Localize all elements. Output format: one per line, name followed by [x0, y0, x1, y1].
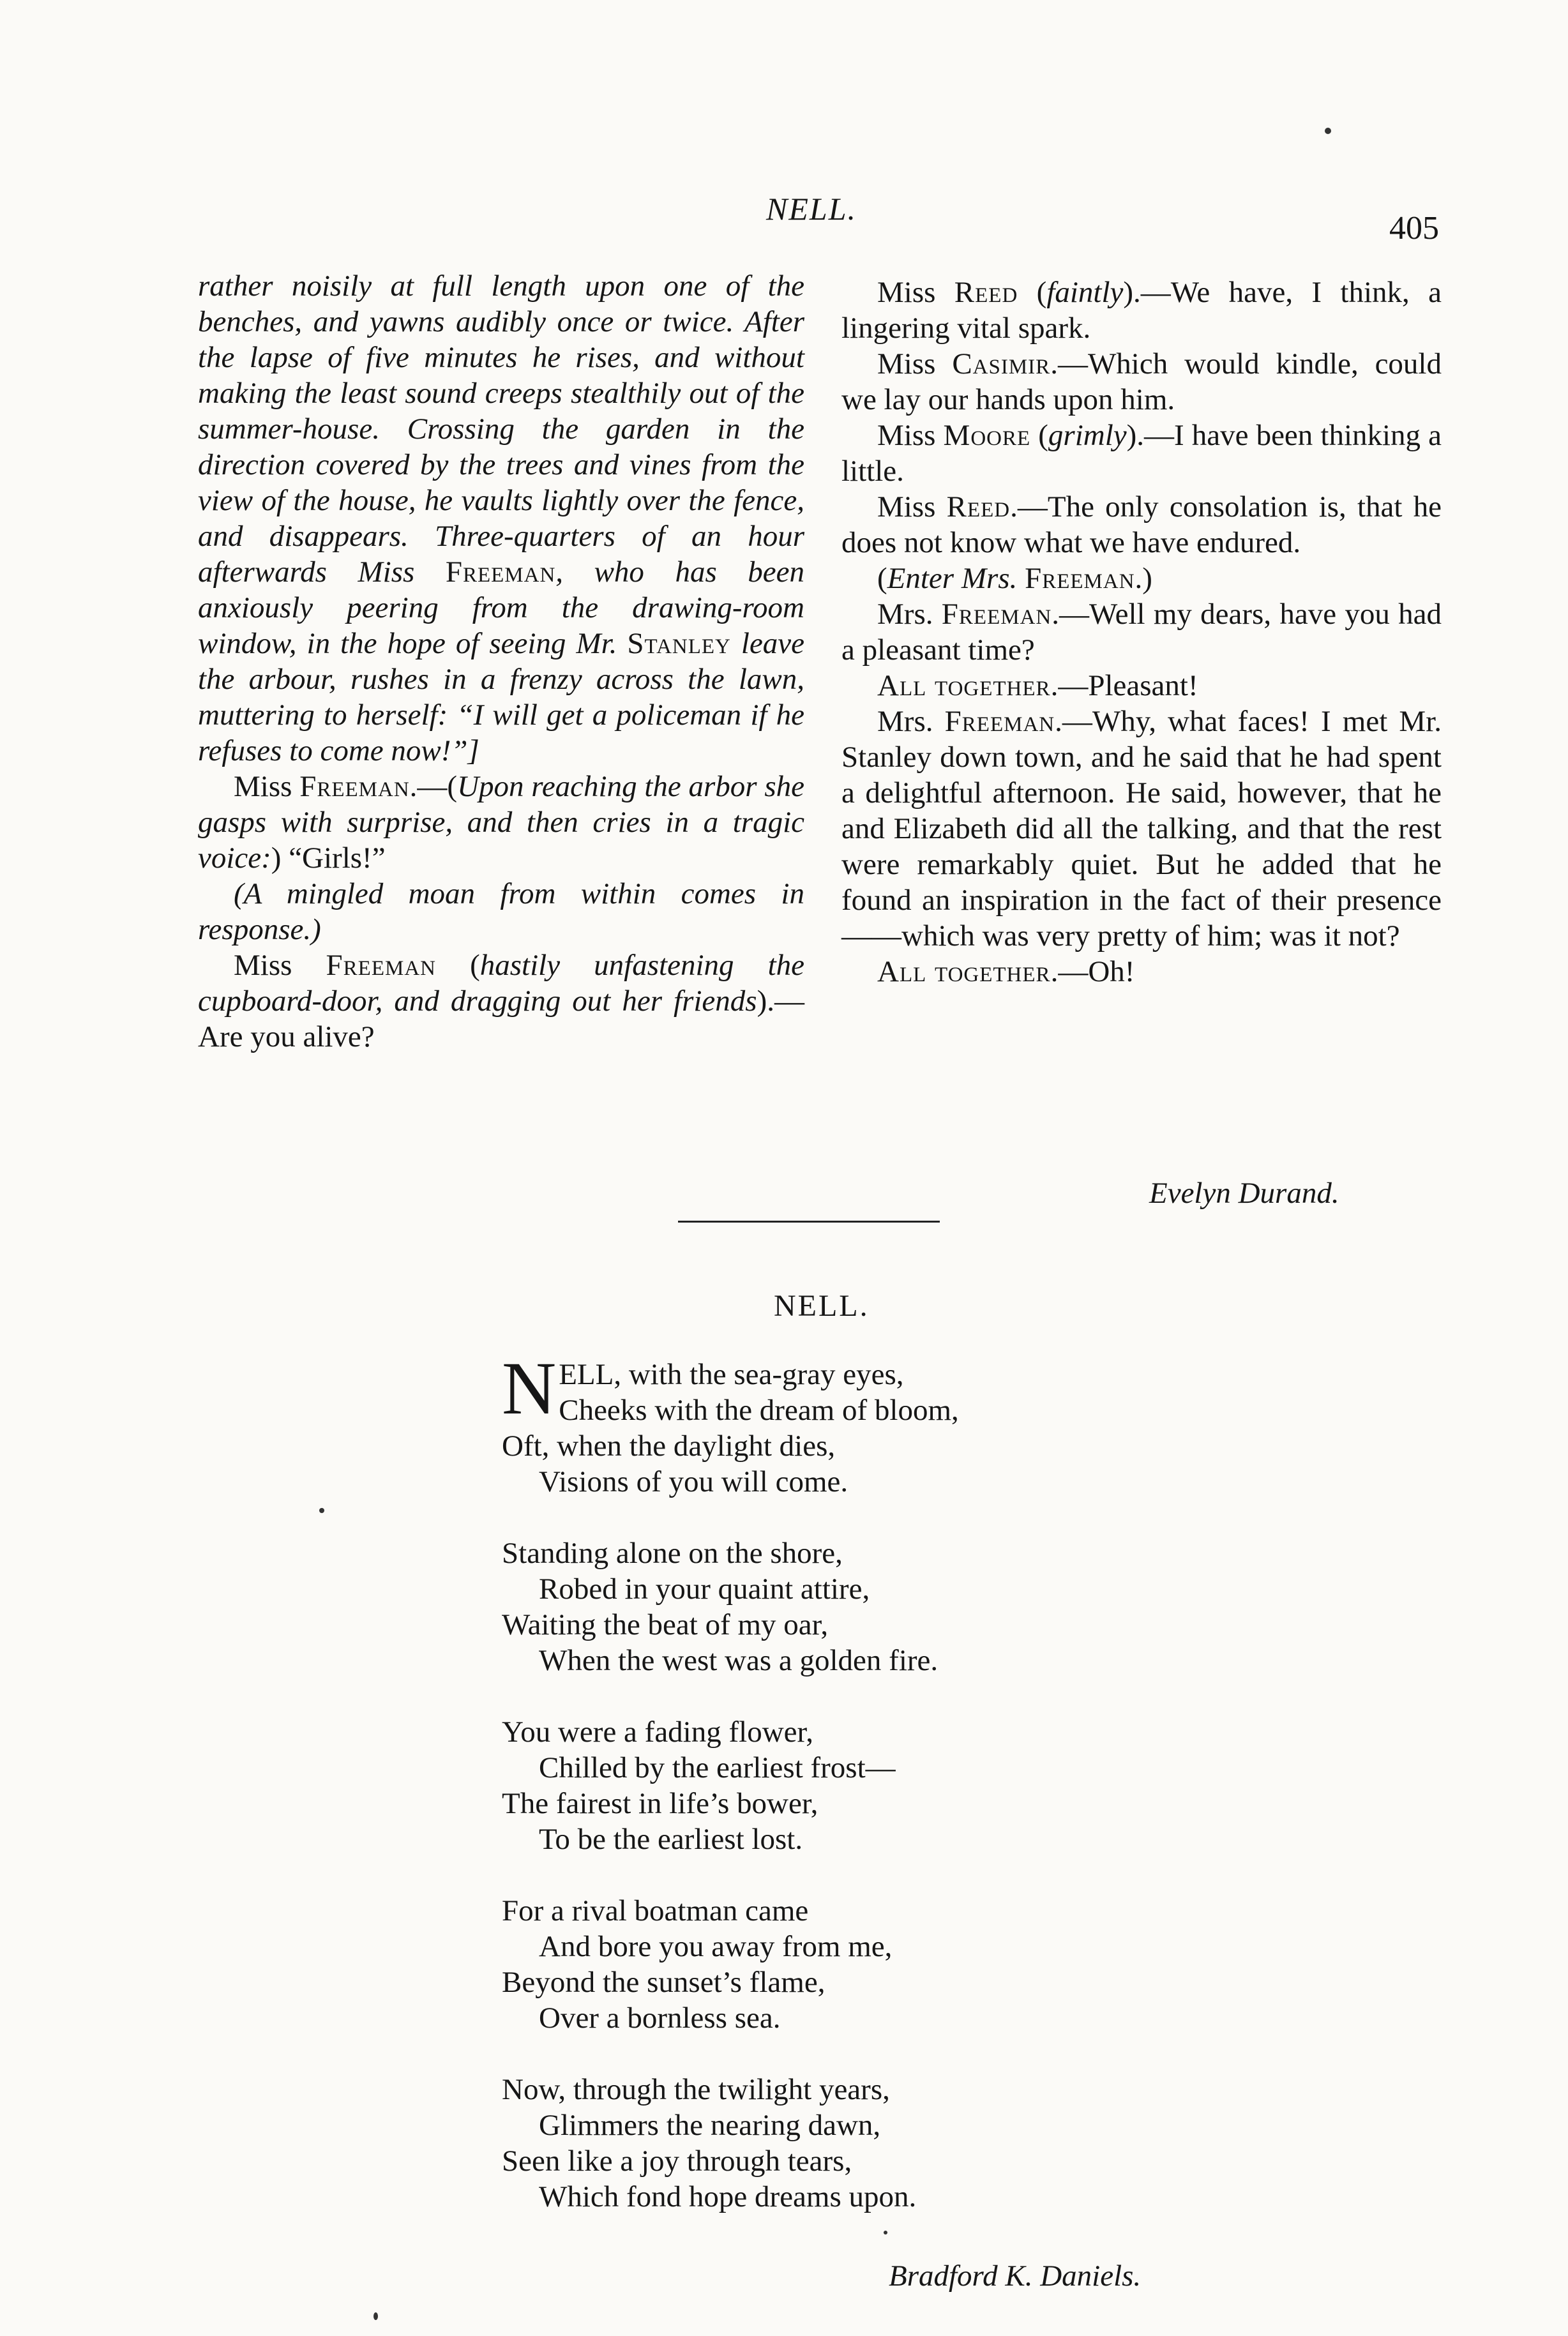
author-signature-daniels: Bradford K. Daniels.	[889, 2259, 1142, 2293]
poem	[502, 1346, 1268, 2250]
scan-speck	[319, 1508, 324, 1513]
scan-speck	[884, 2231, 887, 2234]
poem-line: Cheeks with the dream of bloom,	[559, 1394, 959, 1427]
stanza-5	[502, 2072, 1268, 2215]
poem-line: Robed in your quaint attire,	[539, 1572, 870, 1606]
dialogue-all-together-2: All together.—Oh!	[877, 955, 1135, 988]
poem-line: Waiting the beat of my oar,	[502, 1608, 829, 1641]
poem-line: Seen like a joy through tears,	[502, 2144, 852, 2178]
dialogue-miss-freeman-2: Miss Freeman (hastily unfastening the cupboard-door, and dragging out her friends).—Are you alive?	[198, 949, 805, 1053]
stage-direction-enter: (Enter Mrs. Freeman.)	[877, 562, 1152, 595]
poem-line: Visions of you will come.	[539, 1465, 848, 1498]
stage-direction-paragraph: rather noisily at full length upon one of the benches, and yawns audibly once or twice. After the lapse of five minutes he rises, and without making the least sound creeps stealthily out of the summer-house. Crossing the garden in the direction covered by the trees and vines from the view of the house, he vaults lightly over the fence, and disappears. Three-quarters of an hour afterwards Miss Freeman, who has been anxiously peering from the drawing-room window, in the hope of seeing Mr. Stanley leave the arbour, rushes in a frenzy across the lawn, muttering to herself: “I will get a policeman if he refuses to come now!”]	[198, 269, 805, 767]
poem-line: Now, through the twilight years,	[502, 2073, 890, 2106]
poem-line: Standing alone on the shore,	[502, 1537, 843, 1570]
dialogue-miss-freeman-1: Miss Freeman.—(Upon reaching the arbor she gasps with surprise, and then cries in a tragic voice:) “Girls!”	[198, 770, 804, 875]
stanza-4	[502, 1893, 1268, 2036]
poem-title: NELL.	[774, 1289, 870, 1323]
page-number: 405	[1389, 210, 1439, 246]
poem-line: Chilled by the earliest frost—	[539, 1751, 896, 1784]
stanza-1	[502, 1346, 1268, 1500]
poem-line: Oft, when the daylight dies,	[502, 1429, 836, 1463]
poem-line: Glimmers the nearing dawn,	[539, 2109, 881, 2142]
dialogue-all-together-1: All together.—Pleasant!	[877, 669, 1198, 702]
dialogue-miss-moore: Miss Moore (grimly).—I have been thinking a little.	[841, 419, 1442, 488]
poem-line: Which fond hope dreams upon.	[539, 2180, 917, 2213]
running-head: NELL.	[766, 191, 857, 227]
drop-cap: N	[502, 1346, 557, 1430]
left-column	[198, 268, 804, 1055]
dialogue-miss-casimir: Miss Casimir.—Which would kindle, could we lay our hands upon him.	[841, 347, 1442, 416]
poem-line: The fairest in life’s bower,	[502, 1787, 818, 1820]
stage-direction-moan: (A mingled moan from within comes in response.)	[198, 877, 804, 946]
stanza-2	[502, 1535, 1268, 1678]
poem-line: To be the earliest lost.	[539, 1823, 803, 1856]
poem-line: You were a fading flower,	[502, 1715, 814, 1749]
poem-line: ELL, with the sea-gray eyes,	[559, 1358, 904, 1391]
poem-line: Over a bornless sea.	[539, 2001, 781, 2035]
author-signature-durand: Evelyn Durand.	[1149, 1177, 1339, 1210]
right-column	[841, 275, 1442, 990]
dialogue-miss-reed-1: Miss Reed (faintly).—We have, I think, a lingering vital spark.	[841, 276, 1442, 345]
stanza-3	[502, 1714, 1268, 1857]
dialogue-miss-reed-2: Miss Reed.—The only consolation is, that he does not know what we have endured.	[841, 490, 1442, 559]
poem-line: For a rival boatman came	[502, 1894, 809, 1927]
poem-line: And bore you away from me,	[539, 1930, 893, 1963]
poem-line: When the west was a golden fire.	[539, 1644, 939, 1677]
section-divider	[678, 1221, 940, 1223]
scan-speck	[1325, 128, 1331, 134]
poem-line: Beyond the sunset’s flame,	[502, 1966, 825, 1999]
scan-speck	[373, 2312, 378, 2320]
dialogue-mrs-freeman-2: Mrs. Freeman.—Why, what faces! I met Mr. Stanley down town, and he said that he had spent a delightful afternoon. He said, however, that he and Elizabeth did all the talking, and that the rest were remarkably quiet. But he added that he found an inspiration in the fact of their presence——which was very pretty of him; was it not?	[841, 705, 1442, 953]
dialogue-mrs-freeman-1: Mrs. Freeman.—Well my dears, have you had a pleasant time?	[841, 598, 1442, 667]
